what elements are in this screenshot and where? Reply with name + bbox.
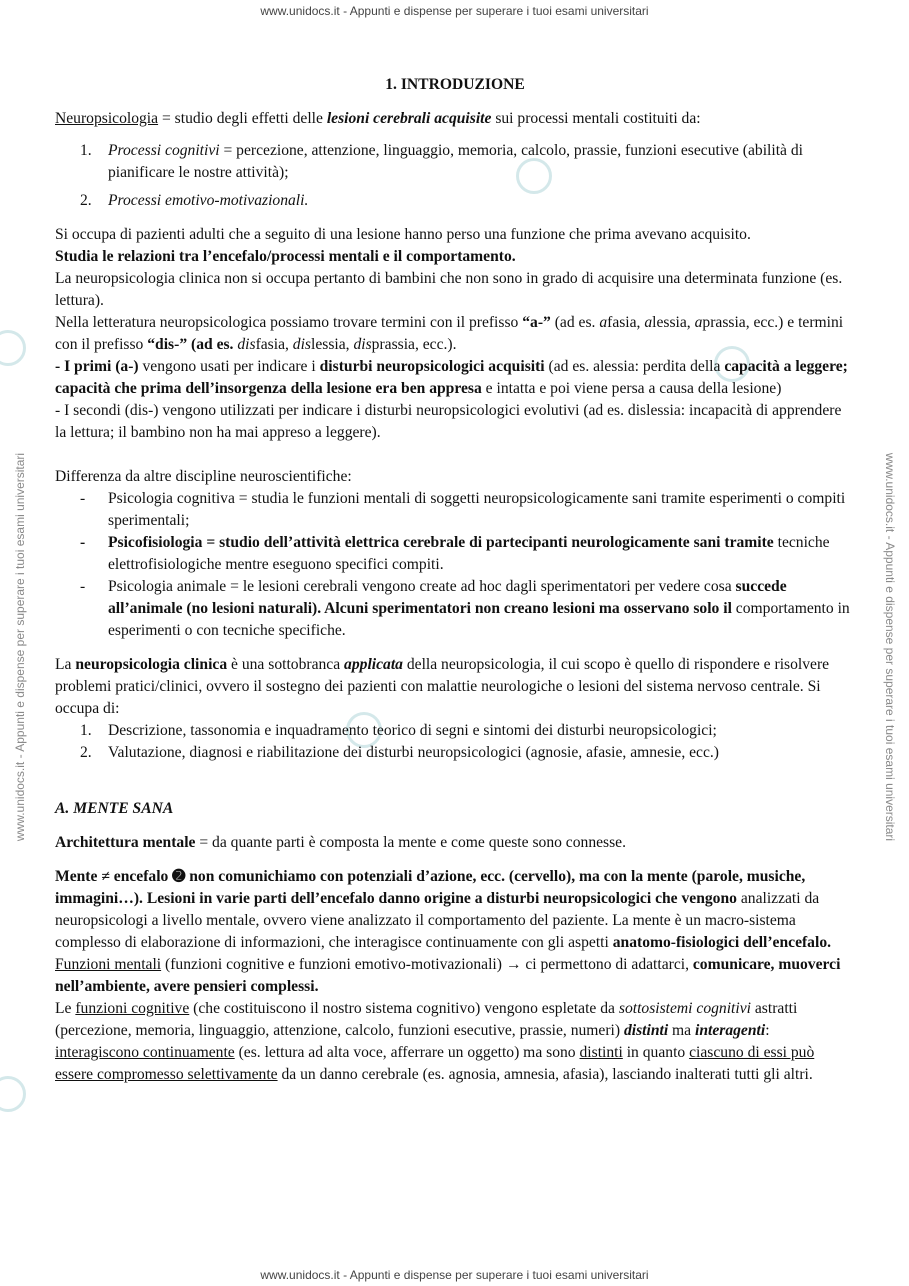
text-span: a xyxy=(644,314,653,331)
text-span: interagiscono continuamente xyxy=(55,1044,235,1061)
document-page xyxy=(55,74,855,1086)
text-span: anatomo-fisiologici dell’encefalo. xyxy=(612,934,832,951)
text-span: lessia, xyxy=(652,314,695,331)
text-span: in quanto xyxy=(622,1044,690,1061)
watermark-left: www.unidocs.it - Appunti e dispense per superare i tuoi esami universitari xyxy=(13,452,27,842)
process-name: Processi emotivo-motivazionali. xyxy=(108,192,309,209)
text-span: è una sottobranca xyxy=(227,656,345,673)
text-span: = studio degli effetti delle xyxy=(158,110,327,127)
text-span: (ad es. alessia: perdita della xyxy=(544,358,725,375)
text-span: dis xyxy=(353,336,372,353)
list-item xyxy=(55,488,855,532)
text-span: sottosistemi cognitivi xyxy=(618,1000,751,1017)
text-span: Psicologia animale = le lesioni cerebrali vengono create ad hoc dagli sperimentatori per vedere cosa xyxy=(108,578,736,595)
spacer xyxy=(55,764,855,798)
text-span: Funzioni mentali xyxy=(55,956,162,973)
text-span: neuropsicologia clinica xyxy=(75,656,228,673)
arch-paragraph xyxy=(55,832,855,854)
text-span: - I primi xyxy=(55,358,116,375)
paragraph-prefix xyxy=(55,312,855,356)
text-span: Descrizione, tassonomia e inquadramento teorico di segni e sintomi dei disturbi neuropsicologici; xyxy=(108,722,717,739)
text-span: tecniche elettrofisiologiche mentre eseguono specifici compiti. xyxy=(108,534,830,573)
intro-paragraph xyxy=(55,108,855,130)
text-span: (che costituiscono il nostro sistema cognitivo) vengono espletate da xyxy=(189,1000,619,1017)
text-span: della neuropsicologia, il cui scopo è quello di rispondere e risolvere problemi pratici/clinici, ovvero il sostegno dei pazienti con malattie neurologiche o lesioni del sistema nervoso centrale. Si occupa di: xyxy=(55,656,830,717)
paragraph: Si occupa di pazienti adulti che a seguito di una lesione hanno perso una funzione che prima avevano acquisito. xyxy=(55,226,751,243)
watermark-right: www.unidocs.it - Appunti e dispense per superare i tuoi esami universitari xyxy=(883,452,897,842)
text-span: (ad es. xyxy=(550,314,600,331)
spacer xyxy=(55,642,855,654)
text-span: : xyxy=(765,1022,770,1039)
text-span: La xyxy=(55,656,76,673)
list-number: 2. xyxy=(80,744,92,761)
section-heading: A. MENTE SANA xyxy=(55,800,174,817)
spacer xyxy=(55,820,855,832)
text-span: distinti xyxy=(579,1044,623,1061)
diff-list xyxy=(55,488,855,642)
text-span: analizzati da neuropsicologi a livello mentale, ovvero viene analizzato il comportamento del paziente. La mente è un macro-sistema complesso di elaborazione di informazioni, che interagisce continuamente con gli aspetti xyxy=(55,890,820,951)
text-span: astratti (percezione, memoria, linguaggio, attenzione, calcolo, funzioni esecutive, prassie, numeri) xyxy=(55,1000,798,1039)
list-item xyxy=(55,190,855,212)
text-span: applicata xyxy=(344,656,403,673)
text-span: non comunichiamo con potenziali d’azione, ecc. (cervello), ma con la mente (parole, musiche, immagini…). Lesioni in varie parti dell’encefalo danno origine a disturbi neuropsicologici che vengono xyxy=(55,868,806,907)
text-span: interagenti xyxy=(695,1022,766,1039)
text-span: prassia, ecc.) e termini con il prefisso xyxy=(55,314,844,353)
paragraph: La neuropsicologia clinica non si occupa pertanto di bambini che non sono in grado di acquisire una determinata funzione (es. lettura). xyxy=(55,270,843,309)
list-item xyxy=(55,742,855,764)
text-span: Le xyxy=(55,1000,76,1017)
text-span: succede all’animale (no lesioni naturali). Alcuni sperimentatori non creano lesioni ma osservano solo il xyxy=(108,578,787,617)
list-number: 2. xyxy=(80,192,92,209)
clinical-paragraph xyxy=(55,654,855,720)
text-span: Psicologia cognitiva = studia le funzioni mentali di soggetti neuropsicologicamente sani tramite esperimenti o compiti sperimentali; xyxy=(108,490,846,529)
text-span: Nella letteratura neuropsicologica possiamo trovare termini con il prefisso xyxy=(55,314,523,331)
text-span: = da quante parti è composta la mente e come queste sono connesse. xyxy=(195,834,627,851)
text-span: fasia, xyxy=(255,336,293,353)
text-span: “dis-” (ad es. xyxy=(147,336,238,353)
list-dash: - xyxy=(80,490,86,507)
list-dash: - xyxy=(80,534,86,551)
text-span: Valutazione, diagnosi e riabilitazione dei disturbi neuropsicologici (agnosie, afasie, amnesie, ecc.) xyxy=(108,744,719,761)
text-span: comunicare, muoverci nell’ambiente, avere pensieri complessi. xyxy=(55,956,841,995)
text-span: comportamento in esperimenti o con tecniche specifiche. xyxy=(108,600,850,639)
process-name: Processi cognitivi xyxy=(108,142,220,159)
text-span: Mente ≠ encefalo xyxy=(55,868,173,885)
text-span: (es. lettura ad alta voce, afferrare un oggetto) ma sono xyxy=(234,1044,580,1061)
funzioni-cognitive-paragraph xyxy=(55,998,855,1086)
text-span: ci permettono di adattarci, xyxy=(521,956,693,973)
text-span: (funzioni cognitive e funzioni emotivo-motivazionali) xyxy=(161,956,506,973)
text-span: ciascuno di essi può essere compromesso selettivamente xyxy=(55,1044,815,1083)
process-text: = percezione, attenzione, linguaggio, memoria, calcolo, prassie, funzioni esecutive (abilità di pianificare le nostre attività); xyxy=(108,142,803,181)
funzioni-mentali-paragraph xyxy=(55,954,855,998)
paragraph-primi xyxy=(55,356,855,400)
text-span: lessia, xyxy=(311,336,354,353)
mente-paragraph xyxy=(55,866,855,954)
emph-lesioni: lesioni cerebrali acquisite xyxy=(326,110,492,127)
text-span: e intatta e poi viene persa a causa della lesione) xyxy=(481,380,782,397)
right-arrow-icon: → xyxy=(505,956,522,973)
page-title: 1. INTRODUZIONE xyxy=(385,76,525,93)
term-neuropsicologia: Neuropsicologia xyxy=(55,110,159,127)
processes-list xyxy=(55,140,855,212)
list-number: 1. xyxy=(80,722,92,739)
paragraph-bold: Studia le relazioni tra l’encefalo/processi mentali e il comportamento. xyxy=(55,248,516,265)
text-span: sui processi mentali costituiti da: xyxy=(491,110,701,127)
text-span: “a-” xyxy=(522,314,551,331)
text-span: dis xyxy=(292,336,311,353)
text-span: a xyxy=(694,314,703,331)
clinical-list xyxy=(55,720,855,764)
watermark-bottom: www.unidocs.it - Appunti e dispense per superare i tuoi esami universitari xyxy=(260,1268,649,1282)
text-span: funzioni cognitive xyxy=(75,1000,190,1017)
text-span: prassia, ecc.). xyxy=(371,336,457,353)
text-span: da un danno cerebrale (es. agnosia, amnesia, afasia), lasciando inalterati tutti gli altri. xyxy=(277,1066,813,1083)
watermark-top: www.unidocs.it - Appunti e dispense per superare i tuoi esami universitari xyxy=(260,4,649,18)
text-span: ma xyxy=(668,1022,696,1039)
list-item xyxy=(55,140,855,184)
text-span: vengono usati per indicare i xyxy=(138,358,320,375)
text-span: dis xyxy=(237,336,256,353)
list-item xyxy=(55,576,855,642)
spacer xyxy=(55,130,855,140)
text-span: Psicofisiologia = studio dell’attività elettrica cerebrale di partecipanti neurologicamente sani tramite xyxy=(108,534,774,551)
arrow-icon: ➋ xyxy=(172,868,186,885)
watermark-logo-icon xyxy=(0,1076,26,1112)
text-span: distinti xyxy=(623,1022,669,1039)
spacer xyxy=(55,212,855,224)
list-dash: - xyxy=(80,578,86,595)
spacer xyxy=(55,854,855,866)
text-span: disturbi neuropsicologici acquisiti xyxy=(319,358,545,375)
text-span: fasia, xyxy=(607,314,645,331)
text-span: a xyxy=(599,314,608,331)
diff-intro: Differenza da altre discipline neuroscientifiche: xyxy=(55,468,352,485)
spacer xyxy=(55,444,855,466)
text-span: capacità a leggere; capacità che prima dell’insorgenza della lesione era ben appresa xyxy=(55,358,848,397)
list-number: 1. xyxy=(80,142,92,159)
list-item xyxy=(55,532,855,576)
text-span: Architettura mentale xyxy=(55,834,196,851)
text-span: (a-) xyxy=(115,358,139,375)
list-item xyxy=(55,720,855,742)
paragraph-secondi: - I secondi (dis-) vengono utilizzati per indicare i disturbi neuropsicologici evolutivi (ad es. dislessia: incapacità di apprendere la lettura; il bambino non ha mai appreso a leggere). xyxy=(55,402,842,441)
